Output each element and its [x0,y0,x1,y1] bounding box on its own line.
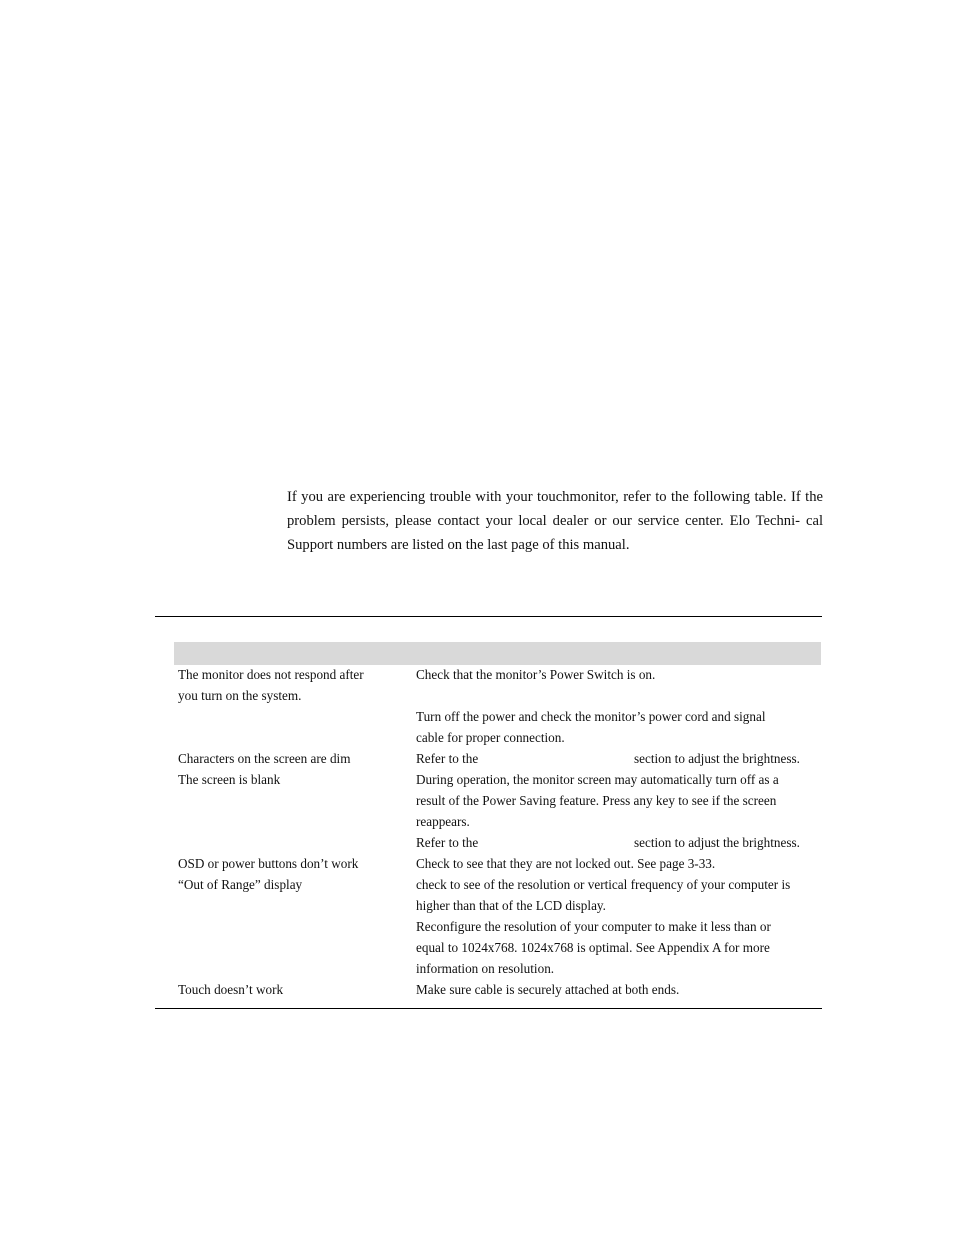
problem-text: The screen is blank [178,772,281,787]
solution-cell [412,748,818,769]
problem-text: “Out of Range” display [178,877,303,892]
solution-text: Turn off the power and check the monitor’s power cord and signal [416,709,766,724]
problem-text: Touch doesn’t work [178,982,284,997]
solution-text: Reconfigure the resolution of your computer to make it less than or [416,919,771,934]
problem-cell [174,979,412,1000]
solution-text: section to adjust the brightness. [634,835,800,850]
intro-line: If you are experiencing trouble with your touchmonitor, refer to the following table. If [287,489,806,505]
solution-text: higher than that of the LCD display. [416,898,606,913]
troubleshooting-table [174,664,822,1000]
problem-text: you turn on the system. [178,688,302,703]
problem-cell [174,832,412,853]
problem-cell [174,916,412,979]
problem-cell [174,853,412,874]
table-row [174,916,822,979]
table-row [174,832,822,853]
solution-text: Check to see that they are not locked out. See page 3-33. [416,856,716,871]
solution-cell [412,664,818,706]
intro-line: cal Support numbers are listed on the last page of this manual. [287,513,823,553]
table-row [174,874,822,916]
solution-text: result of the Power Saving feature. Press any key to see if the screen [416,793,777,808]
solution-cell [412,979,818,1000]
intro-paragraph [287,485,823,557]
problem-cell [174,664,412,706]
table-row [174,664,822,706]
solution-text: Refer to the [416,835,479,850]
problem-text: The monitor does not respond after [178,667,364,682]
solution-text: During operation, the monitor screen may automatically turn off as a [416,772,779,787]
solution-text: section to adjust the brightness. [634,751,800,766]
table-top-rule [155,616,822,617]
solution-text: check to see of the resolution or vertical frequency of your computer is [416,877,791,892]
solution-text: Check that the monitor’s Power Switch is on. [416,667,656,682]
solution-text: reappears. [416,814,470,829]
solution-cell [412,832,818,853]
solution-text: information on resolution. [416,961,555,976]
solution-text: equal to 1024x768. 1024x768 is optimal. See Appendix A for more [416,940,770,955]
table-row [174,748,822,769]
solution-cell [412,853,818,874]
solution-text: cable for proper connection. [416,730,565,745]
solution-text: Refer to the [416,751,479,766]
solution-text [416,685,818,706]
solution-cell [412,874,818,916]
solution-cell [412,706,818,748]
solution-text: Make sure cable is securely attached at both ends. [416,982,680,997]
table-row [174,706,822,748]
problem-text: OSD or power buttons don’t work [178,856,359,871]
table-bottom-rule [155,1008,822,1009]
problem-cell [174,706,412,748]
problem-cell [174,874,412,916]
problem-text: Characters on the screen are dim [178,751,351,766]
table-row [174,979,822,1000]
solution-cell [412,769,818,832]
solution-cell [412,916,818,979]
problem-cell [174,748,412,769]
table-row [174,769,822,832]
problem-cell [174,769,412,832]
intro-line: the problem persists, please contact your local dealer or our service center. Elo Techni- [287,489,823,529]
table-header-band [174,642,821,665]
table-row [174,853,822,874]
